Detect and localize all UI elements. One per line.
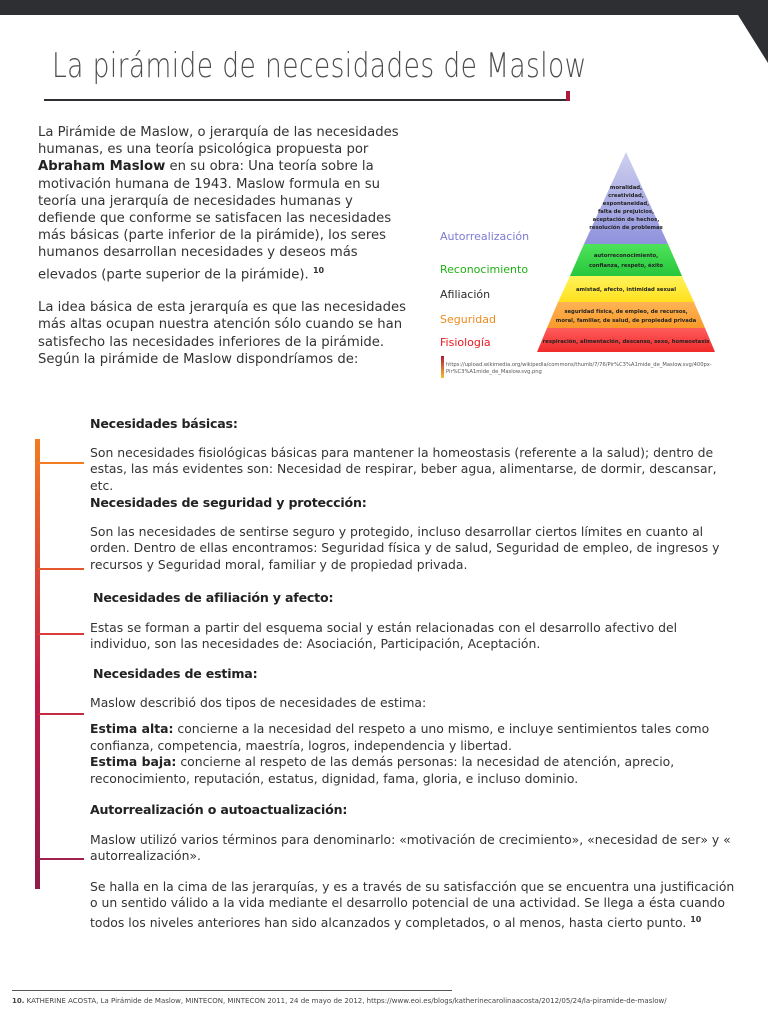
section-estima	[90, 666, 736, 788]
section-heading: Necesidades básicas:	[90, 416, 238, 431]
section-heading: Necesidades de seguridad y protección:	[90, 495, 367, 510]
section-basicas	[90, 416, 736, 494]
maslow-pyramid	[512, 152, 740, 354]
pyramid-text-1-1: confianza, respeto, éxito	[588, 263, 664, 269]
estima-alta: Estima alta: concierne a la necesidad del respeto a uno mismo, e incluye sentimientos tales como confianza, competencia, maestría, logros, independencia y libertad.	[90, 721, 710, 753]
author-name: Abraham Maslow	[38, 159, 166, 175]
label-afiliacion: Afiliación	[440, 288, 491, 301]
pyramid-text-0-5: resolución de problemas	[589, 225, 663, 231]
timeline-tick-1	[38, 462, 84, 464]
pyramid-level-reconocimiento	[570, 244, 682, 276]
section-body: Estas se forman a partir del esquema social y están relacionadas con el desarrollo afectivo del individuo, son las necesidades de: Asociación, Participación, Aceptación.	[90, 619, 678, 652]
section-body-2: Se halla en la cima de las jerarquías, y es a través de su satisfacción que se encuentra una justificación o un sentido válido a la vida mediante el desarrollo potencial de una actividad. Se llega a ésta cuando todos los niveles anteriores han sido alcanzados y completados, o al menos, hasta cierto punto. $^{10}$	[90, 878, 735, 931]
pyramid-text-4-0: respiración, alimentación, descanso, sexo, homeostasis	[542, 339, 710, 345]
pyramid-level-seguridad	[547, 302, 705, 328]
section-afiliacion	[90, 590, 736, 653]
timeline-tick-5	[38, 858, 84, 860]
pyramid-text-0-0: moralidad,	[609, 185, 643, 191]
section-heading: Necesidades de afiliación y afecto:	[93, 590, 334, 605]
pyramid-text-0-1: creatividad,	[608, 193, 644, 199]
footnote-text: KATHERINE ACOSTA, La Pirámide de Maslow, MINTECON, MINTECON 2011, 24 de mayo de 2012, https://www.eoi.es/blogs/katherinecarolinaacosta/2012/05/24/la-piramide-de-maslow/	[26, 997, 667, 1005]
footnote-ref: 10.	[12, 997, 25, 1005]
section-body: Maslow utilizó varios términos para denominarlo: «motivación de crecimiento», «necesidad de ser» y « autorrealización».	[90, 831, 731, 864]
timeline-tick-3	[38, 633, 84, 635]
top-bar	[0, 0, 768, 15]
reference-mark: 10	[690, 914, 702, 924]
label-reconocimiento: Reconocimiento	[440, 263, 529, 276]
page-title: La pirámide de necesidades de Maslow	[52, 46, 587, 86]
section-body: Son las necesidades de sentirse seguro y protegido, incluso desarrollar ciertos límites en cuanto al orden. Dentro de ellas encontramos: Seguridad física y de salud, Seguridad de empleo, de ingresos y recursos y Seguridad moral, familiar y de propiedad privada.	[90, 523, 720, 572]
timeline-tick-2	[38, 568, 84, 570]
pyramid-text-3-0: seguridad física, de empleo, de recursos,	[564, 309, 688, 315]
label-seguridad: Seguridad	[440, 313, 496, 326]
estima-baja: Estima baja: concierne al respeto de las demás personas: la necesidad de atención, aprecio, reconocimiento, reputación, estatus, dignidad, fama, gloria, e incluso dominio.	[90, 754, 675, 786]
section-body: Maslow describió dos tipos de necesidades de estima:	[90, 694, 427, 710]
image-source: https://upload.wikimedia.org/wikipedia/commons/thumb/7/76/Pir%C3%A1mide_de_Maslow.svg/400px-Pir%C3%A1mide_de_Maslow.svg.png	[446, 362, 712, 375]
title-underline	[44, 99, 570, 101]
label-autorrealizacion: Autorrealización	[440, 230, 530, 243]
pyramid-text-0-4: aceptación de hechos,	[592, 217, 660, 223]
footnote-rule	[12, 990, 452, 991]
footnote	[12, 997, 762, 1005]
section-autorrealizacion	[90, 802, 736, 932]
pyramid-text-0-3: falta de prejuicios,	[597, 209, 655, 215]
section-heading: Necesidades de estima:	[93, 666, 258, 681]
timeline-tick-4	[38, 713, 84, 715]
section-seguridad	[90, 495, 736, 573]
section-heading: Autorrealización o autoactualización:	[90, 802, 348, 817]
pyramid-text-3-1: moral, familiar, de salud, de propiedad privada	[555, 318, 697, 324]
timeline-bar	[35, 439, 40, 889]
pyramid-text-1-0: autorreconocimiento,	[593, 253, 659, 259]
pyramid-text-2-0: amistad, afecto, intimidad sexual	[575, 287, 677, 293]
source-accent	[441, 356, 444, 378]
intro-text	[38, 124, 410, 384]
corner-tab	[738, 15, 768, 63]
reference-mark: 10	[312, 265, 325, 275]
intro-paragraph-1: La Pirámide de Maslow, o jerarquía de las necesidades humanas, es una teoría psicológica propuesta por Abraham Maslow en su obra: Una teoría sobre la motivación humana de 1943. Maslow formula en su teoría una jerarquía de necesidades humanas y defiende que conforme se satisfacen las necesidades más básicas (parte inferior de la pirámide), los seres humanos desarrollan necesidades y deseos más elevados (parte superior de la pirámide). $^{10}$	[38, 125, 399, 283]
pyramid-text-0-2: espontaneidad,	[602, 201, 650, 207]
intro-paragraph-2: La idea básica de esta jerarquía es que las necesidades más altas ocupan nuestra atención sólo cuando se han satisfecho las necesidades inferiores de la pirámide. Según la pirámide de Maslow dispondríamos de:	[38, 300, 406, 367]
label-fisiologia: Fisiología	[440, 336, 491, 349]
title-accent	[566, 91, 570, 101]
section-body: Son necesidades fisiológicas básicas para mantener la homeostasis (referente a la salud); dentro de estas, las más evidentes son: Necesidad de respirar, beber agua, alimentarse, de dormir, descansar, etc.	[90, 444, 717, 493]
